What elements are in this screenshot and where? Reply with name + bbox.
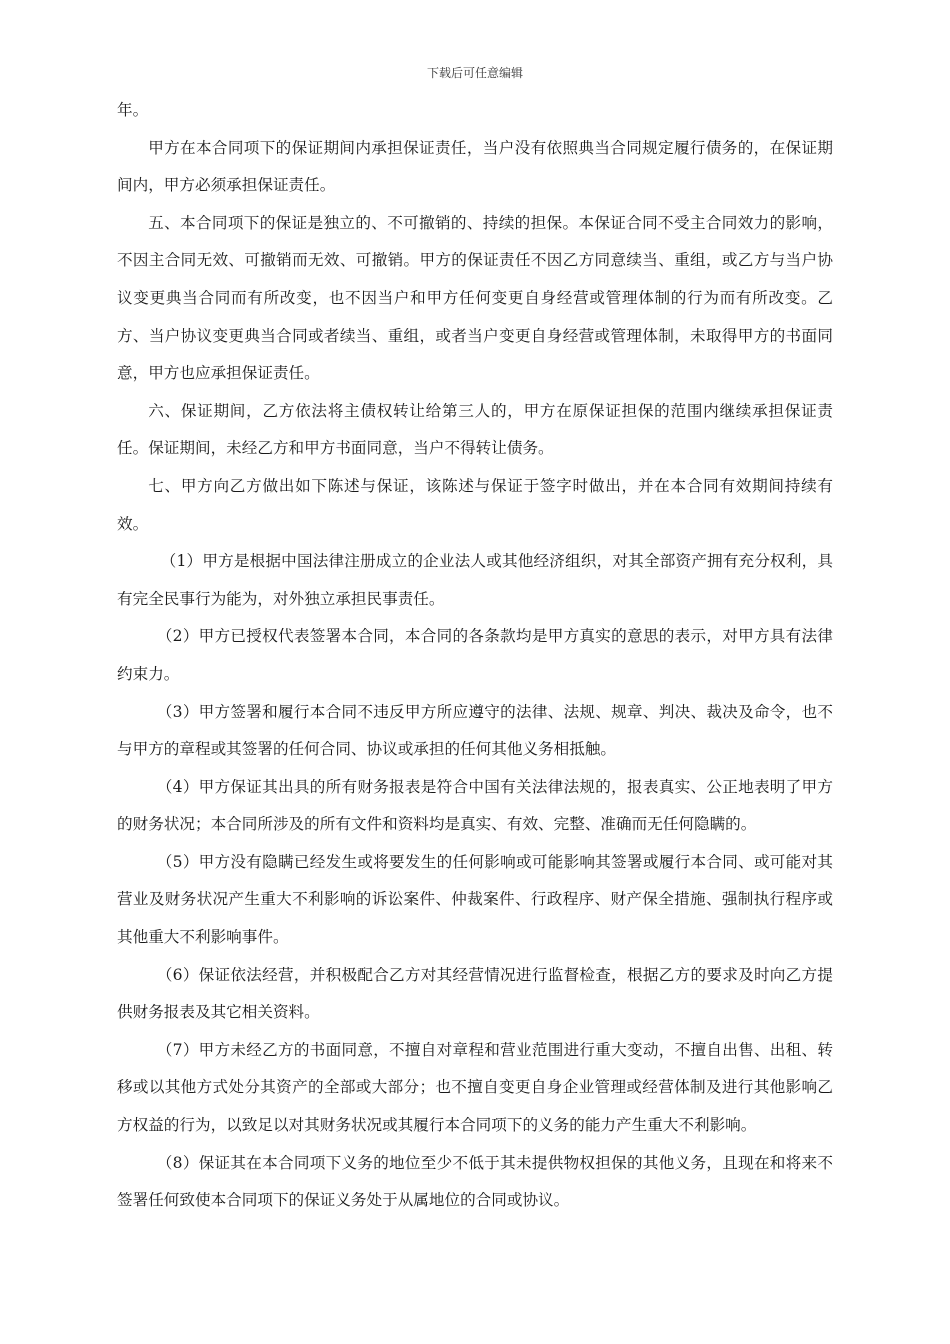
- paragraph-item-6: （6）保证依法经营，并积极配合乙方对其经营情况进行监督检查，根据乙方的要求及时向乙方提供财务报表及其它相关资料。: [117, 965, 833, 1022]
- paragraph-item-4: （4）甲方保证其出具的所有财务报表是符合中国有关法律法规的，报表真实、公正地表明了甲方的财务状况；本合同所涉及的所有文件和资料均是真实、有效、完整、准确而无任何隐瞒的。: [117, 777, 833, 834]
- paragraph-clause-7: 七、甲方向乙方做出如下陈述与保证，该陈述与保证于签字时做出，并在本合同有效期间持续有效。: [117, 476, 833, 533]
- paragraph-item-1: （1）甲方是根据中国法律注册成立的企业法人或其他经济组织，对其全部资产拥有充分权利，具有完全民事行为能为，对外独立承担民事责任。: [117, 552, 833, 608]
- paragraph-item-2: （2）甲方已授权代表签署本合同，本合同的各条款均是甲方真实的意思的表示，对甲方具有法律约束力。: [117, 627, 833, 683]
- paragraph-item-8: （8）保证其在本合同项下义务的地位至少不低于其未提供物权担保的其他义务，且现在和将来不签署任何致使本合同项下的保证义务处于从属地位的合同或协议。: [117, 1153, 833, 1210]
- paragraph-year-continuation: 年。: [117, 101, 149, 119]
- paragraph-clause-5: 五、本合同项下的保证是独立的、不可撤销的、持续的担保。本保证合同不受主合同效力的影响，不因主合同无效、可撤销而无效、可撤销。甲方的保证责任不因乙方同意续当、重组，或乙方与当户协议变更典当合同而有所改变，也不因当户和甲方任何变更自身经营或管理体制的行为而有所改变。乙方、当户协议变更典当合同或者续当、重组，或者当户变更自身经营或管理体制，未取得甲方的书面同意，甲方也应承担保证责任。: [117, 213, 833, 383]
- paragraph-guarantee-period: 甲方在本合同项下的保证期间内承担保证责任，当户没有依照典当合同规定履行债务的，在保证期间内，甲方必须承担保证责任。: [117, 138, 833, 195]
- paragraph-item-3: （3）甲方签署和履行本合同不违反甲方所应遵守的法律、法规、规章、判决、裁决及命令，也不与甲方的章程或其签署的任何合同、协议或承担的任何其他义务相抵触。: [117, 702, 833, 759]
- paragraph-item-7: （7）甲方未经乙方的书面同意，不擅自对章程和营业范围进行重大变动，不擅自出售、出租、转移或以其他方式处分其资产的全部或大部分；也不擅自变更自身企业管理或经营体制及进行其他影响乙方权益的行为，以致足以对其财务状况或其履行本合同项下的义务的能力产生重大不利影响。: [117, 1040, 833, 1135]
- document-body: [117, 92, 833, 1220]
- page-header: 下载后可任意编辑: [426, 66, 523, 80]
- paragraph-clause-6: 六、保证期间，乙方依法将主债权转让给第三人的，甲方在原保证担保的范围内继续承担保证责任。保证期间，未经乙方和甲方书面同意，当户不得转让债务。: [117, 401, 833, 458]
- paragraph-item-5: （5）甲方没有隐瞒已经发生或将要发生的任何影响或可能影响其签署或履行本合同、或可能对其营业及财务状况产生重大不利影响的诉讼案件、仲裁案件、行政程序、财产保全措施、强制执行程序或其他重大不利影响事件。: [117, 852, 833, 947]
